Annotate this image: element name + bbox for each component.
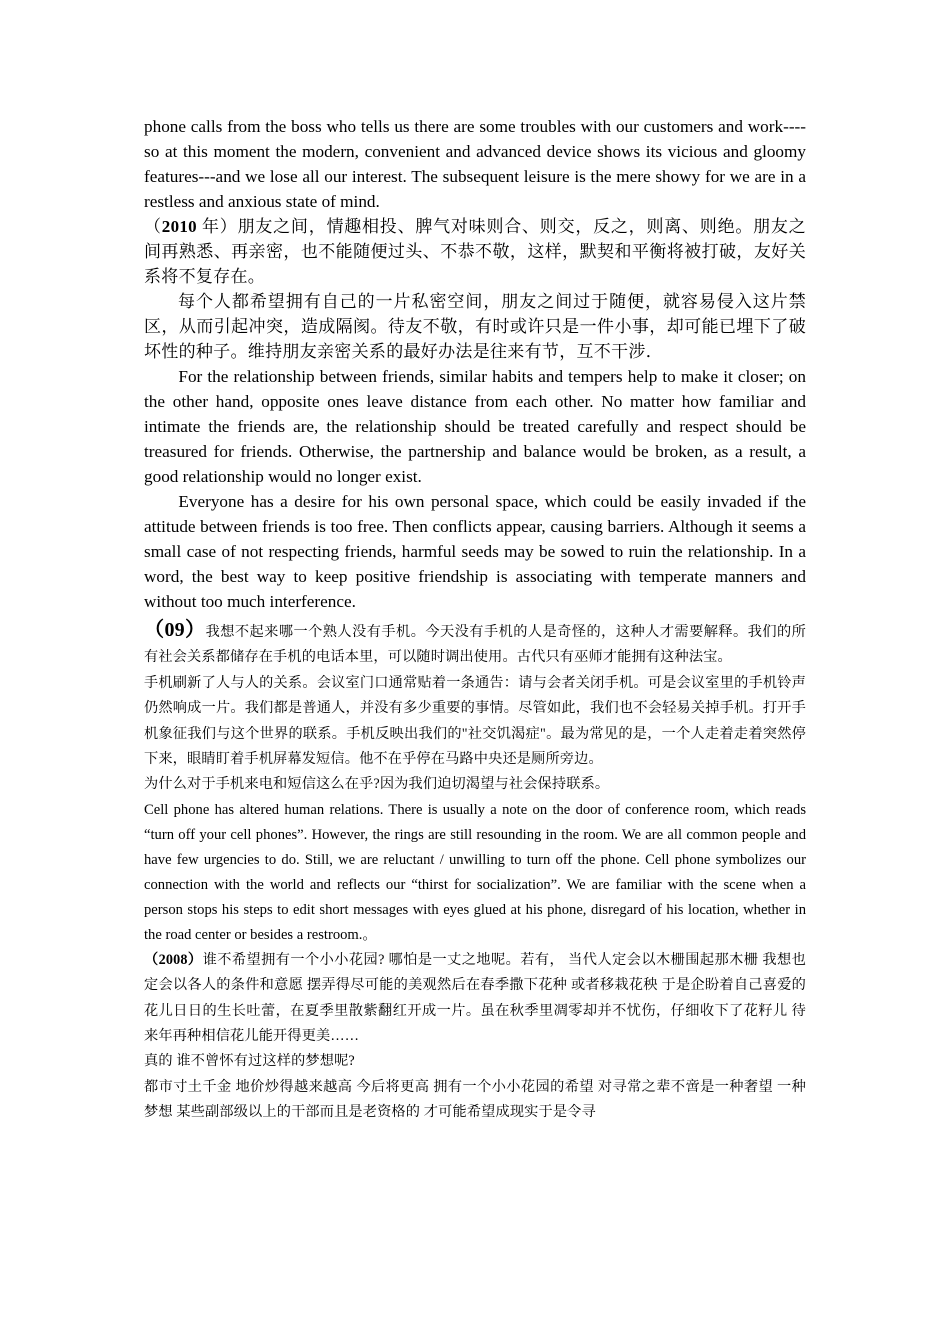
document-page bbox=[144, 114, 806, 1126]
section-09-close-paren: ） bbox=[184, 619, 206, 641]
section-09-open-paren: （ bbox=[144, 619, 165, 641]
section-2008-zh-lead-text: 谁不希望拥有一个小小花园? 哪怕是一丈之地呢。若有， 当代人定会以木栅围起那木栅 我想也定会以各人的条件和意愿 摆弄得尽可能的美观然后在春季撒下花种 或者移栽花秧 于是企盼着自己喜爱的花儿日日的生长吐蕾，在夏季里散紫翻红开成一片。虽在秋季里凋零却并不忧伤，仔细收下了花籽儿 待来年再种相信花儿能开得更美…… bbox=[144, 951, 806, 1045]
section-2010-open-paren: （ bbox=[144, 217, 162, 236]
section-2008-zh-para3: 都市寸土千金 地价炒得越来越高 今后将更高 拥有一个小小花园的希望 对寻常之辈不啻是一种奢望 一种梦想 某些副部级以上的干部而且是老资格的 才可能希望成现实于是令寻 bbox=[144, 1078, 806, 1121]
section-2010-en-para1: For the relationship between friends, similar habits and tempers help to make it closer; on the other hand, opposite ones leave distance from each other. No matter how familiar and intimate the friends are, the relationship should be treated carefully and respect should be treasured for friends. Otherwise, the partnership and balance would be broken, as a result, a good relationship would no longer exist. bbox=[144, 367, 806, 486]
section-2008-zh-lead bbox=[144, 948, 806, 1050]
section-2010-en-para2: Everyone has a desire for his own personal space, which could be easily invaded if the attitude between friends is too free. Then conflicts appear, causing barriers. Although it seems a small case of not respecting friends, harmful seeds may be sowed to ruin the relationship. In a word, the best way to keep positive friendship is associating with temperate manners and without too much interference. bbox=[144, 492, 806, 611]
section-09-year: 09 bbox=[164, 619, 185, 641]
section-2010 bbox=[144, 214, 806, 614]
section-2008 bbox=[144, 948, 806, 1126]
section-2010-zh-para2: 每个人都希望拥有自己的一片私密空间，朋友之间过于随便，就容易侵入这片禁区，从而引起冲突，造成隔阂。待友不敬，有时或许只是一件小事，却可能已埋下了破坏性的种子。维持朋友亲密关系的最好办法是往来有节，互不干涉． bbox=[144, 292, 806, 361]
section-09-zh-lead-text: 我想不起来哪一个熟人没有手机。今天没有手机的人是奇怪的，这种人才需要解释。我们的所有社会关系都储存在手机的电话本里，可以随时调出使用。古代只有巫师才能拥有这种法宝。 bbox=[144, 624, 806, 666]
section-2010-zh-para1 bbox=[144, 214, 806, 289]
section-09-zh-lead bbox=[144, 618, 806, 671]
section-2008-close-paren: ） bbox=[187, 951, 203, 968]
section-09-en-para: Cell phone has altered human relations. There is usually a note on the door of conference room, which reads “turn off your cell phones”. However, the rings are still resounding in the room. We are all common people and have few urgencies to do. Still, we are reluctant / unwilling to turn off the phone. Cell phone symbolizes our connection with the world and reflects our “thirst for socialization”. We are familiar with the scene when a person stops his steps to edit short messages with eyes glued at his phone, disregard of his location, whether in the road center or besides a restroom.。 bbox=[144, 801, 806, 943]
section-2008-zh-para2: 真的 谁不曾怀有过这样的梦想呢? bbox=[144, 1053, 355, 1070]
continued-paragraph: phone calls from the boss who tells us there are some troubles with our customers and work----so at this moment the modern, convenient and advanced device shows its vicious and gloomy features---and we lose all our interest. The subsequent leisure is the mere showy for we are in a restless and anxious state of mind. bbox=[144, 117, 806, 211]
section-09 bbox=[144, 618, 806, 948]
section-2010-year-suffix: 年） bbox=[196, 217, 238, 236]
section-2010-zh-text1: 朋友之间，情趣相投、脾气对味则合、则交，反之，则离、则绝。朋友之间再熟悉、再亲密，也不能随便过头、不恭不敬，这样，默契和平衡将被打破，友好关系将不复存在。 bbox=[144, 217, 806, 286]
section-2008-open-paren: （ bbox=[144, 951, 159, 968]
section-2010-year: 2010 bbox=[161, 217, 197, 236]
section-2008-year: 2008 bbox=[158, 951, 188, 968]
section-09-zh-para3: 为什么对于手机来电和短信这么在乎?因为我们迫切渴望与社会保持联系。 bbox=[144, 776, 610, 793]
section-09-zh-para2: 手机刷新了人与人的关系。会议室门口通常贴着一条通告：请与会者关闭手机。可是会议室里的手机铃声仍然响成一片。我们都是普通人，并没有多少重要的事情。尽管如此，我们也不会轻易关掉手机。打开手机象征我们与这个世界的联系。手机反映出我们的"社交饥渴症"。最为常见的是，一个人走着走着突然停下来，眼睛盯着手机屏幕发短信。他不在乎停在马路中央还是厕所旁边。 bbox=[144, 674, 806, 768]
